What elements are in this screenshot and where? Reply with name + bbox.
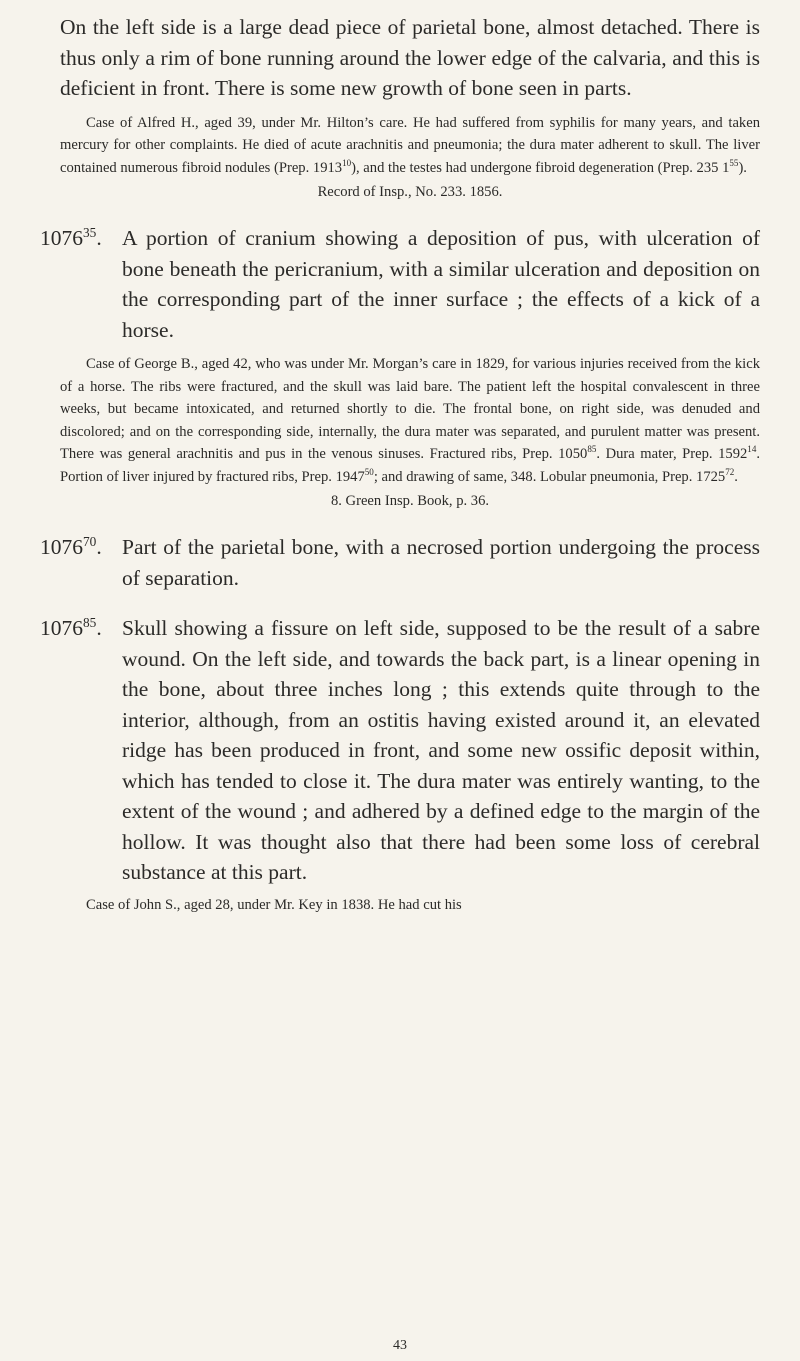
intro-paragraph: On the left side is a large dead piece of parietal bone, almost detached. There is thus only a rim of bone running around the lower edge of the calvaria, and this is deficient in front. There is some new growth of bone seen in parts. <box>60 15 760 100</box>
record-reference: Record of Insp., No. 233. 1856. <box>317 184 503 200</box>
entry-1076-85 <box>40 613 760 888</box>
case-alfred: Case of Alfred H., aged 39, under Mr. Hilton’s care. He had suffered from syphilis for many years, and taken mercury for other complaints. He died of acute arachnitis and pneumonia; the dura mater adherent to skull. The liver contained numerous fibroid nodules (Prep. 1913$^{10}$), and the testes had undergone fibroid degeneration (Prep. 235 $1^{55}$). <box>60 114 760 176</box>
entry-number: 1076$^{85}$. <box>40 614 102 640</box>
entry-description: Part of the parietal bone, with a necrosed portion undergoing the process of separation. <box>122 535 760 590</box>
entry-number: 1076$^{70}$. <box>40 533 102 559</box>
page-number: 43 <box>393 1338 407 1353</box>
case-george: Case of George B., aged 42, who was under Mr. Morgan’s care in 1829, for various injuries received from the kick of a horse. The ribs were fractured, and the skull was laid bare. The patient left the hospital convalescent in three weeks, but became intoxicated, and returned shortly to die. The frontal bone, on right side, was denuded and discolored; and on the corresponding side, internally, the dura mater was separated, and purulent matter was present. There was general arachnitis and pus in the venous sinuses. Fractured ribs, Prep. 1050$^{85}$. Dura mater, Prep. 1592$^{14}$. Portion of liver injured by fractured ribs, Prep. 1947$^{50}$; and drawing of same, 348. Lobular pneumonia, Prep. 1725$^{72}$. <box>60 356 760 485</box>
green-insp-reference: 8. Green Insp. Book, p. 36. <box>330 493 490 509</box>
entry-description: Skull showing a fissure on left side, supposed to be the result of a sabre wound. On the left side, and towards the back part, is a linear opening in the bone, about three inches long ; this extends quite through to the interior, although, from an ostitis having existed around it, an elevated ridge has been produced in front, and some new ossific deposit within, which has tended to close it. The dura mater was entirely wanting, to the extent of the wound ; and adhered by a defined edge to the margin of the hollow. It was thought also that there had been some loss of cerebral substance at this part. <box>122 616 760 884</box>
entry-1076-35 <box>40 223 760 345</box>
entry-description: A portion of cranium showing a deposition of pus, with ulceration of bone beneath the pericranium, with a similar ulceration and deposition on the corresponding part of the inner surface ; the effects of a kick of a horse. <box>122 226 760 342</box>
entry-number: 1076$^{35}$. <box>40 224 102 250</box>
case-john: Case of John S., aged 28, under Mr. Key in 1838. He had cut his <box>86 896 462 913</box>
entry-1076-70 <box>40 532 760 593</box>
